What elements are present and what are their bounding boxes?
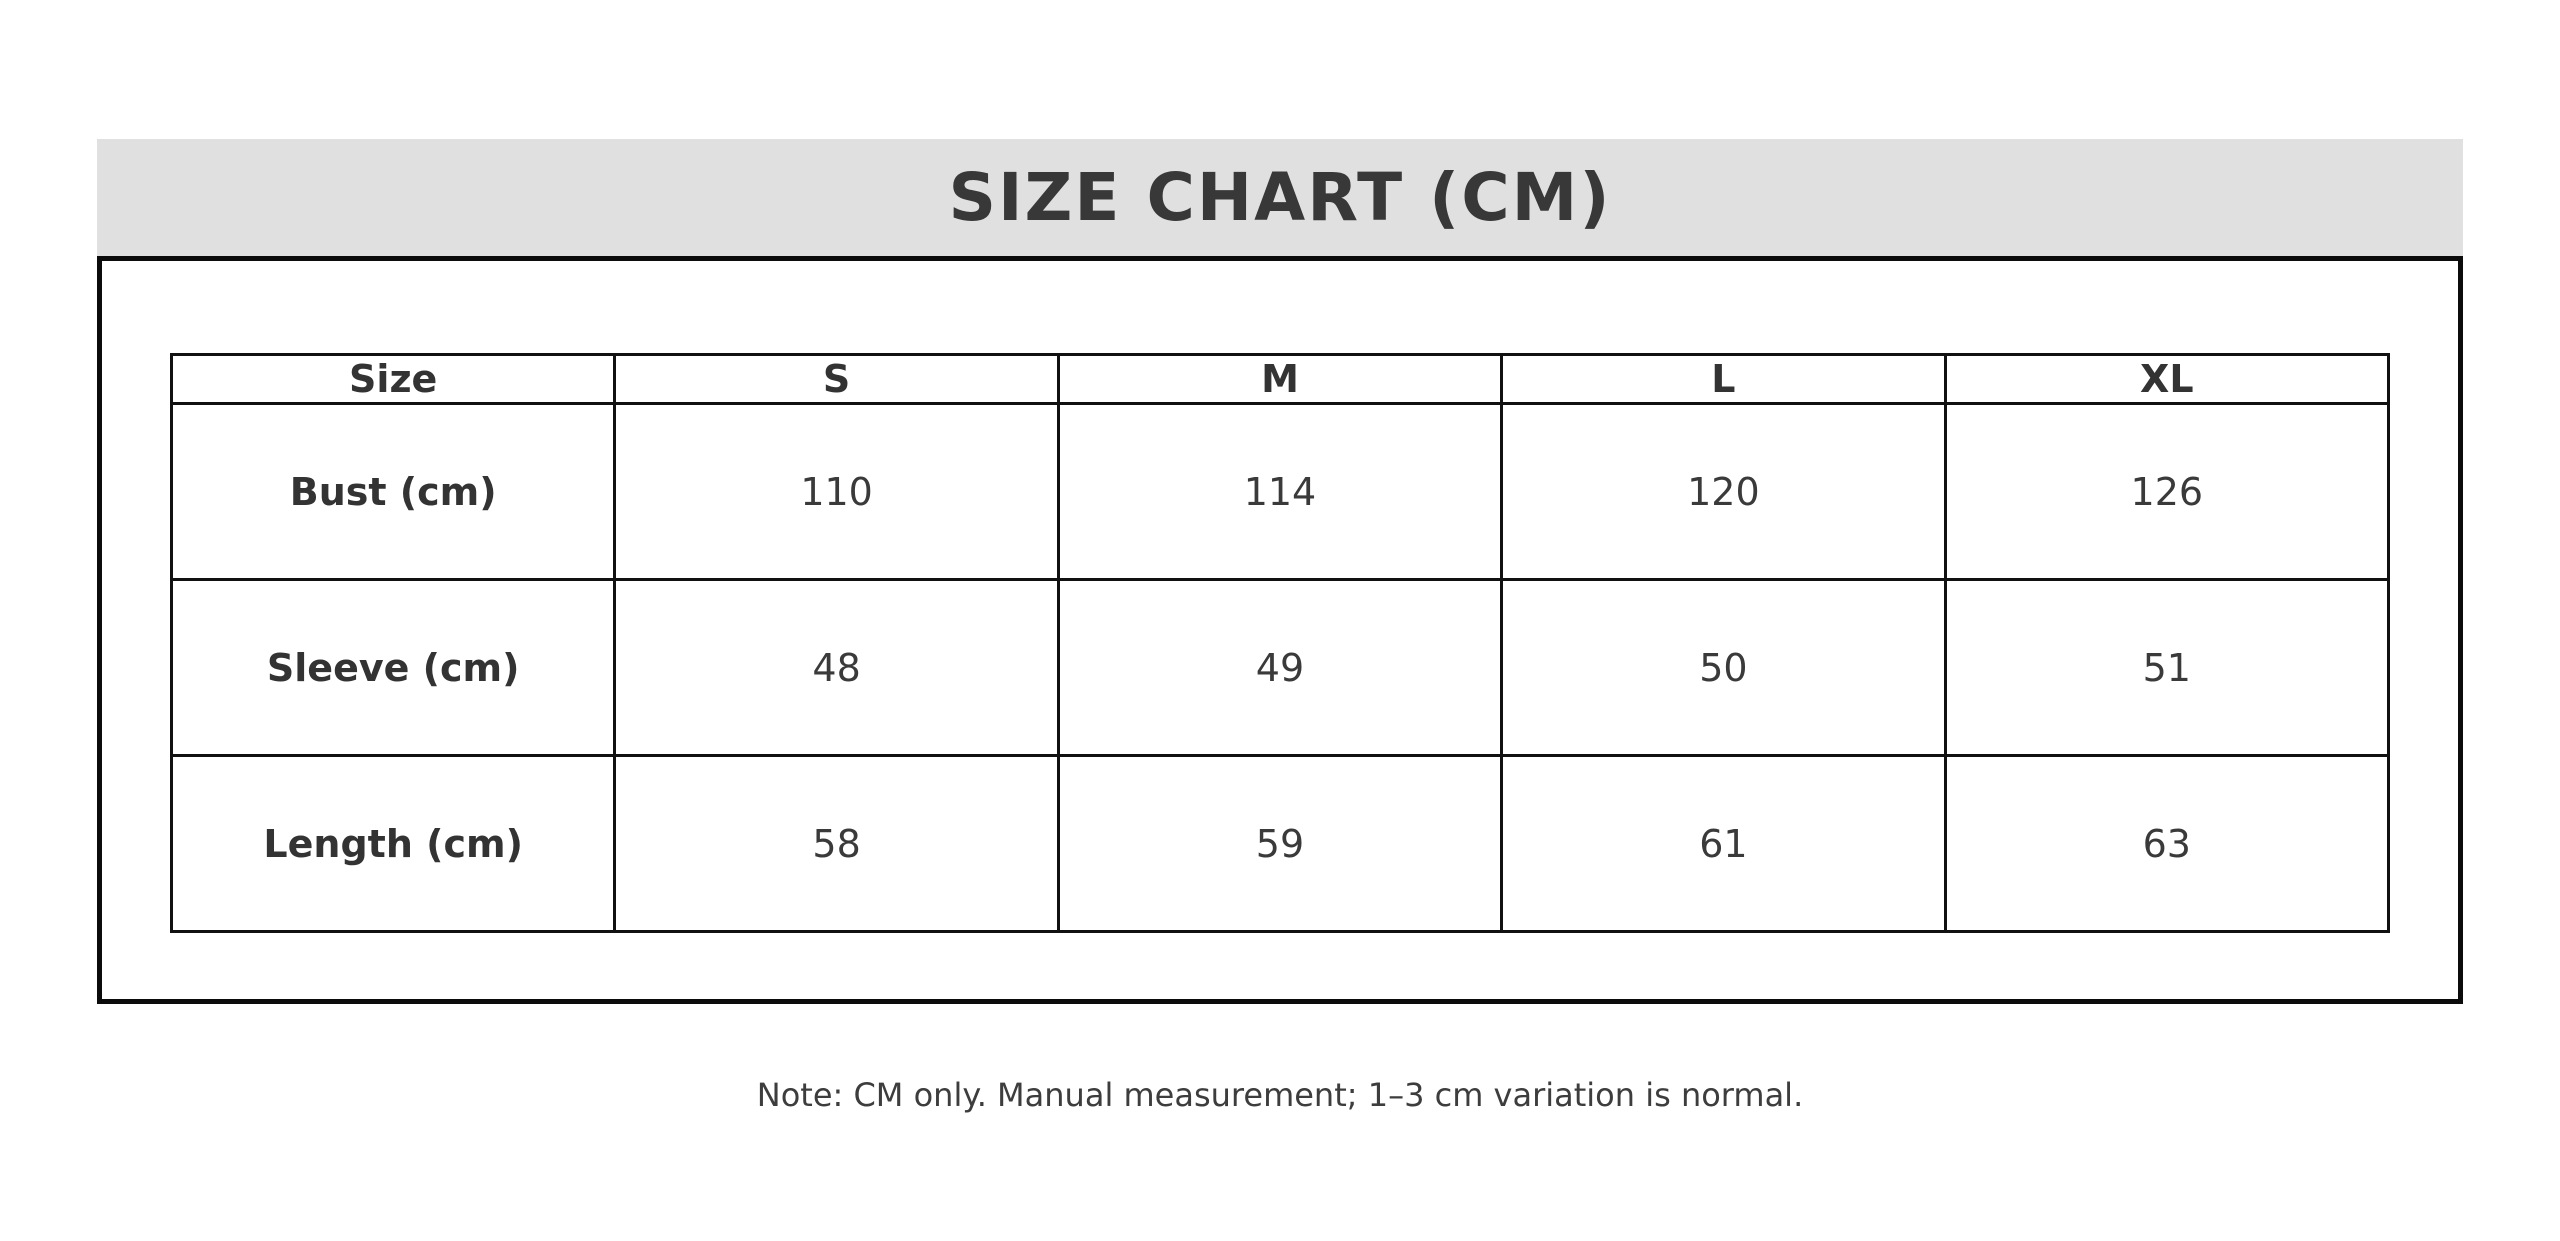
row-label-length: Length (cm) <box>172 756 615 932</box>
column-header-m: M <box>1058 355 1501 404</box>
cell-bust-xl: 126 <box>1945 404 2388 580</box>
title-bar <box>97 139 2463 256</box>
row-label-sleeve: Sleeve (cm) <box>172 580 615 756</box>
cell-length-l: 61 <box>1502 756 1945 932</box>
column-header-size: Size <box>172 355 615 404</box>
cell-sleeve-s: 48 <box>615 580 1058 756</box>
cell-sleeve-m: 49 <box>1058 580 1501 756</box>
cell-sleeve-l: 50 <box>1502 580 1945 756</box>
row-label-bust: Bust (cm) <box>172 404 615 580</box>
chart-frame <box>97 256 2463 1004</box>
note-text: Note: CM only. Manual measurement; 1–3 cm variation is normal. <box>756 1076 1804 1114</box>
table-row-sleeve <box>172 580 2389 756</box>
column-header-xl: XL <box>1945 355 2388 404</box>
column-header-s: S <box>615 355 1058 404</box>
cell-bust-l: 120 <box>1502 404 1945 580</box>
cell-sleeve-xl: 51 <box>1945 580 2388 756</box>
table-row-length <box>172 756 2389 932</box>
cell-length-s: 58 <box>615 756 1058 932</box>
cell-length-m: 59 <box>1058 756 1501 932</box>
table-row-bust <box>172 404 2389 580</box>
header-row <box>172 355 2389 404</box>
cell-bust-s: 110 <box>615 404 1058 580</box>
page-title: SIZE CHART (CM) <box>948 159 1612 236</box>
cell-length-xl: 63 <box>1945 756 2388 932</box>
size-table <box>170 353 2390 933</box>
cell-bust-m: 114 <box>1058 404 1501 580</box>
column-header-l: L <box>1502 355 1945 404</box>
